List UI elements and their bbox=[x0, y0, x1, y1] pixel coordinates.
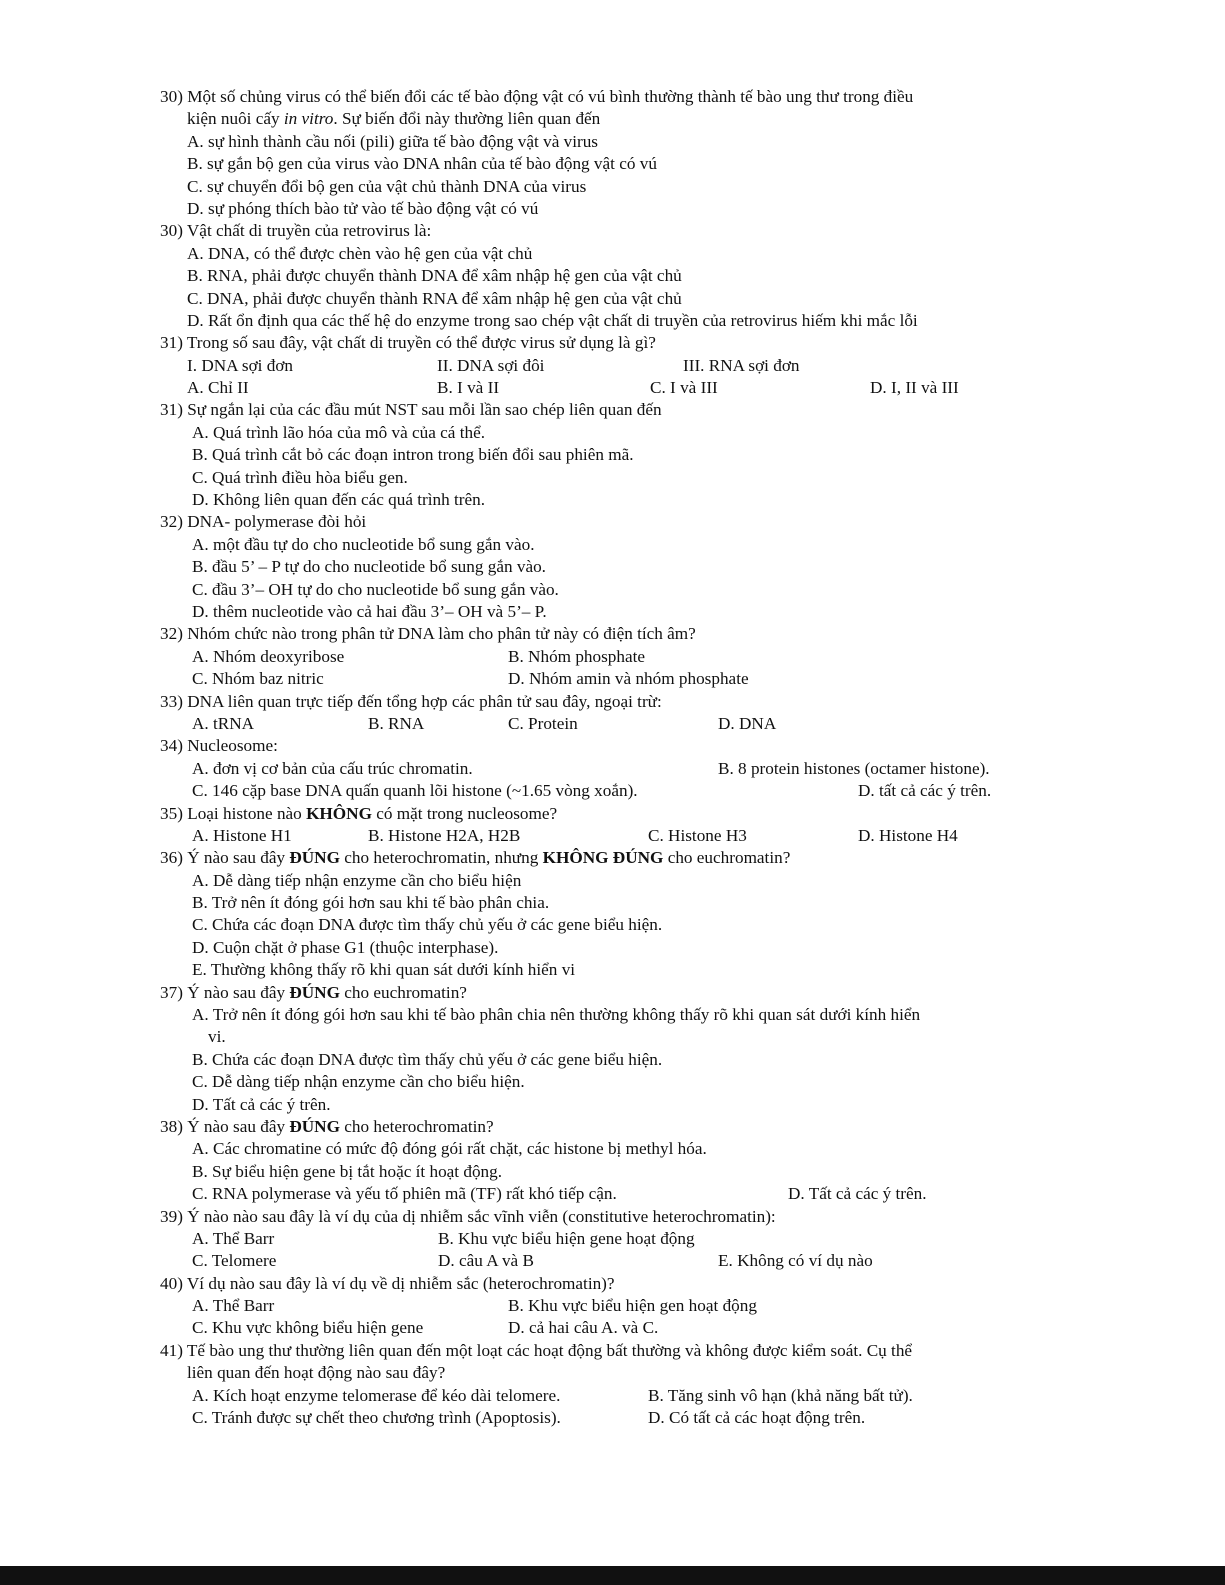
option: C. RNA polymerase và yếu tố phiên mã (TF) rất khó tiếp cận. bbox=[192, 1184, 617, 1204]
option: B. sự gắn bộ gen của virus vào DNA nhân của tế bào động vật có vú bbox=[187, 154, 657, 174]
question-stem bbox=[160, 1116, 1040, 1138]
option-continued: vi. bbox=[208, 1027, 226, 1047]
emphasis: ĐÚNG bbox=[289, 848, 340, 868]
emphasis: KHÔNG bbox=[306, 803, 372, 823]
option: D. Histone H4 bbox=[858, 825, 958, 845]
option-row bbox=[160, 1295, 1040, 1317]
option: B. Sự biểu hiện gene bị tắt hoặc ít hoạt động. bbox=[192, 1161, 503, 1181]
option-row bbox=[160, 646, 1040, 668]
bottom-border-bar bbox=[0, 1566, 1225, 1585]
option: D. Tất cả các ý trên. bbox=[192, 1094, 331, 1114]
question-stem: 41) Tế bào ung thư thường liên quan đến một loạt các hoạt động bất thường và không được kiểm soát. Cụ thể bbox=[160, 1340, 913, 1360]
option: C. Telomere bbox=[192, 1251, 277, 1271]
option-row bbox=[160, 1407, 1040, 1429]
option: B. Nhóm phosphate bbox=[508, 646, 646, 666]
option-row bbox=[160, 1228, 1040, 1250]
emphasis: KHÔNG ĐÚNG bbox=[542, 848, 664, 868]
question-list bbox=[160, 86, 1040, 1429]
option-row bbox=[160, 713, 1040, 735]
question-stem: 33) DNA liên quan trực tiếp đến tổng hợp các phân tử sau đây, ngoại trừ: bbox=[160, 691, 662, 711]
text: cho euchromatin? bbox=[663, 848, 791, 868]
option-row bbox=[160, 668, 1040, 690]
option: B. 8 protein histones (octamer histone). bbox=[718, 758, 990, 778]
option: C. Nhóm baz nitric bbox=[192, 669, 324, 689]
option: D. I, II và III bbox=[870, 378, 959, 398]
question-stem: 31) Sự ngắn lại của các đầu mút NST sau mỗi lần sao chép liên quan đến bbox=[160, 400, 662, 420]
option: D. Tất cả các ý trên. bbox=[788, 1184, 927, 1204]
option-row bbox=[160, 758, 1040, 780]
option: C. Khu vực không biểu hiện gene bbox=[192, 1318, 424, 1338]
option: C. DNA, phải được chuyển thành RNA để xâm nhập hệ gen của vật chủ bbox=[187, 288, 682, 308]
option: C. Histone H3 bbox=[648, 825, 747, 845]
option-row bbox=[160, 1385, 1040, 1407]
option: C. 146 cặp base DNA quấn quanh lõi histone (~1.65 vòng xoắn). bbox=[192, 781, 638, 801]
question-stem-continued bbox=[160, 108, 1040, 130]
option: D. DNA bbox=[718, 713, 777, 733]
option: B. Khu vực biểu hiện gen hoạt động bbox=[508, 1296, 757, 1316]
question-stem-continued: liên quan đến hoạt động nào sau đây? bbox=[187, 1363, 446, 1383]
option: E. Không có ví dụ nào bbox=[718, 1251, 873, 1271]
option: B. Trở nên ít đóng gói hơn sau khi tế bào phân chia. bbox=[192, 893, 550, 913]
emphasis: ĐÚNG bbox=[289, 1116, 340, 1136]
option: A. Quá trình lão hóa của mô và của cá thể. bbox=[192, 422, 486, 442]
item: I. DNA sợi đơn bbox=[187, 355, 294, 375]
option: A. Kích hoạt enzyme telomerase để kéo dài telomere. bbox=[192, 1385, 561, 1405]
option: D. câu A và B bbox=[438, 1251, 534, 1271]
option: A. sự hình thành cầu nối (pili) giữa tế bào động vật và virus bbox=[187, 131, 598, 151]
option-row bbox=[160, 1250, 1040, 1272]
text: 36) Ý nào sau đây bbox=[160, 848, 290, 868]
option-row bbox=[160, 1317, 1040, 1339]
option: A. DNA, có thể được chèn vào hệ gen của vật chủ bbox=[187, 243, 533, 263]
option: A. Thể Barr bbox=[192, 1228, 275, 1248]
question-stem: 30) Một số chủng virus có thể biến đổi các tế bào động vật có vú bình thường thành tế bào ung thư trong điều bbox=[160, 87, 914, 106]
text: 38) Ý nào sau đây bbox=[160, 1116, 290, 1136]
option-row bbox=[160, 1183, 1040, 1205]
option: C. Tránh được sự chết theo chương trình (Apoptosis). bbox=[192, 1408, 561, 1428]
question-stem: 39) Ý nào nào sau đây là ví dụ của dị nhiễm sắc vĩnh viễn (constitutive heterochromatin): bbox=[160, 1206, 776, 1226]
option: A. Nhóm deoxyribose bbox=[192, 646, 345, 666]
question-stem: 31) Trong số sau đây, vật chất di truyền có thể được virus sử dụng là gì? bbox=[160, 333, 656, 353]
item: III. RNA sợi đơn bbox=[683, 355, 800, 375]
option: C. sự chuyển đổi bộ gen của vật chủ thành DNA của virus bbox=[187, 176, 587, 196]
option: D. cả hai câu A. và C. bbox=[508, 1318, 659, 1338]
text: cho heterochromatin? bbox=[339, 1116, 494, 1136]
option: D. thêm nucleotide vào cả hai đầu 3’– OH và 5’– P. bbox=[192, 601, 547, 621]
question-stem: 34) Nucleosome: bbox=[160, 736, 278, 756]
question-stem: 32) Nhóm chức nào trong phân tử DNA làm cho phân tử này có điện tích âm? bbox=[160, 624, 696, 644]
option: D. sự phóng thích bào tử vào tế bào động vật có vú bbox=[187, 198, 539, 218]
option: A. một đầu tự do cho nucleotide bổ sung gắn vào. bbox=[192, 534, 535, 554]
option: C. Dễ dàng tiếp nhận enzyme cần cho biểu hiện. bbox=[192, 1072, 525, 1092]
text: 37) Ý nào sau đây bbox=[160, 982, 290, 1002]
question-stem: 30) Vật chất di truyền của retrovirus là: bbox=[160, 221, 432, 241]
option: B. đầu 5’ – P tự do cho nucleotide bổ sung gắn vào. bbox=[192, 557, 546, 577]
option: E. Thường không thấy rõ khi quan sát dưới kính hiển vi bbox=[192, 960, 576, 980]
option: A. tRNA bbox=[192, 713, 255, 733]
option: D. Nhóm amin và nhóm phosphate bbox=[508, 669, 749, 689]
question-stem bbox=[160, 803, 1040, 825]
option: A. Histone H1 bbox=[192, 825, 292, 845]
option: A. Chỉ II bbox=[187, 378, 249, 398]
emphasis: ĐÚNG bbox=[289, 982, 340, 1002]
option: B. Histone H2A, H2B bbox=[368, 825, 521, 845]
option: C. Quá trình điều hòa biểu gen. bbox=[192, 467, 408, 487]
question-stem bbox=[160, 982, 1040, 1004]
option: A. Các chromatine có mức độ đóng gói rất chặt, các histone bị methyl hóa. bbox=[192, 1139, 707, 1159]
question-stem: 32) DNA- polymerase đòi hỏi bbox=[160, 512, 367, 532]
option: B. Khu vực biểu hiện gene hoạt động bbox=[438, 1228, 695, 1248]
option: D. Rất ổn định qua các thế hệ do enzyme trong sao chép vật chất di truyền của retrovirus hiếm khi mắc lỗi bbox=[187, 310, 918, 330]
option: A. đơn vị cơ bản của cấu trúc chromatin. bbox=[192, 758, 473, 778]
question-stem bbox=[160, 847, 1040, 869]
text: cho euchromatin? bbox=[339, 982, 467, 1002]
question-stem: 40) Ví dụ nào sau đây là ví dụ về dị nhiễm sắc (heterochromatin)? bbox=[160, 1273, 615, 1293]
option: C. Chứa các đoạn DNA được tìm thấy chủ yếu ở các gene biểu hiện. bbox=[192, 915, 663, 935]
option: D. tất cả các ý trên. bbox=[858, 781, 992, 801]
option: D. Cuộn chặt ở phase G1 (thuộc interphase). bbox=[192, 937, 499, 957]
text: . Sự biến đổi này thường liên quan đến bbox=[333, 109, 601, 129]
option: C. đầu 3’– OH tự do cho nucleotide bổ sung gắn vào. bbox=[192, 579, 559, 599]
option: B. Tăng sinh vô hạn (khả năng bất tử). bbox=[648, 1385, 913, 1405]
option: D. Không liên quan đến các quá trình trên. bbox=[192, 490, 486, 510]
option-row bbox=[160, 780, 1040, 802]
option: C. I và III bbox=[650, 378, 718, 398]
option: C. Protein bbox=[508, 713, 578, 733]
option: A. Dễ dàng tiếp nhận enzyme cần cho biểu hiện bbox=[192, 870, 522, 890]
option: B. RNA, phải được chuyển thành DNA để xâm nhập hệ gen của vật chủ bbox=[187, 266, 682, 286]
text: kiện nuôi cấy bbox=[187, 109, 284, 129]
text: 35) Loại histone nào bbox=[160, 803, 307, 823]
text: cho heterochromatin, nhưng bbox=[339, 848, 543, 868]
item-row bbox=[160, 355, 1040, 377]
option: B. RNA bbox=[368, 713, 425, 733]
option: B. Quá trình cắt bỏ các đoạn intron trong biến đổi sau phiên mã. bbox=[192, 445, 634, 465]
option: D. Có tất cả các hoạt động trên. bbox=[648, 1408, 866, 1428]
option: A. Thể Barr bbox=[192, 1296, 275, 1316]
option: B. Chứa các đoạn DNA được tìm thấy chủ yếu ở các gene biểu hiện. bbox=[192, 1049, 663, 1069]
italic-term: in vitro bbox=[283, 109, 334, 129]
option: B. I và II bbox=[437, 378, 500, 398]
option-row bbox=[160, 825, 1040, 847]
item: II. DNA sợi đôi bbox=[437, 355, 545, 375]
text: có mặt trong nucleosome? bbox=[371, 803, 558, 823]
option-row bbox=[160, 377, 1040, 399]
option: A. Trở nên ít đóng gói hơn sau khi tế bào phân chia nên thường không thấy rõ khi quan sát dưới kính hiển bbox=[192, 1005, 921, 1025]
